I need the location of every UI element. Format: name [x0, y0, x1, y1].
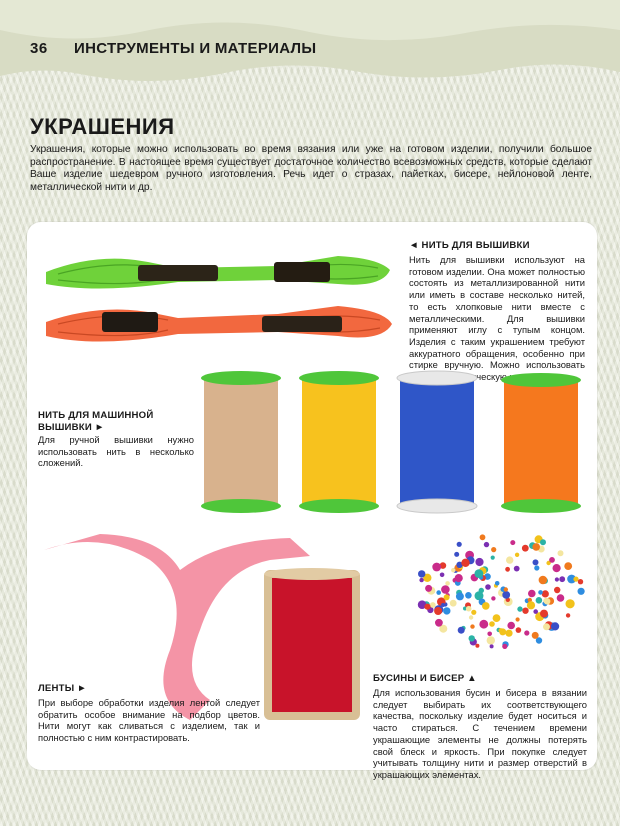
bead: [522, 608, 528, 614]
bead: [441, 603, 445, 607]
bead: [485, 584, 491, 590]
bead: [435, 619, 443, 627]
bead: [502, 591, 510, 599]
bead: [554, 587, 560, 593]
bead: [451, 568, 455, 572]
bead: [434, 607, 442, 615]
bead: [538, 590, 543, 595]
bead: [506, 556, 513, 563]
bead: [491, 596, 495, 600]
bead: [484, 542, 489, 547]
bead: [466, 606, 472, 612]
bead: [440, 573, 445, 578]
bead: [445, 581, 450, 586]
bead: [505, 567, 510, 572]
bead: [489, 621, 495, 627]
bead: [543, 598, 549, 604]
bead: [436, 590, 441, 595]
bead: [578, 579, 583, 584]
bead: [469, 635, 475, 641]
bead: [418, 570, 425, 577]
bead: [522, 545, 529, 552]
bead: [524, 630, 529, 635]
spool-yellow: [299, 371, 379, 513]
bead: [457, 542, 462, 547]
bead: [479, 620, 488, 629]
bead: [540, 539, 546, 545]
bead: [480, 534, 486, 540]
bead: [517, 606, 522, 611]
bead: [487, 632, 492, 637]
embroidery-skeins-image: [38, 248, 398, 358]
ribbons-title: ЛЕНТЫ ►: [38, 683, 87, 694]
spool-orange: [501, 373, 581, 513]
beads-title: БУСИНЫ И БИСЕР ▲: [373, 673, 477, 684]
bead: [424, 604, 430, 610]
bead: [534, 565, 539, 570]
bead: [475, 558, 483, 566]
bead: [533, 609, 538, 614]
intro-paragraph: Украшения, которые можно использовать во время вязания или уже на готовом изделии, получили большое распространение. В настоящее время существует достаточное количество всевозможных средств, которые сделают Ваше изделие шедевром ручного изготовления. Речь идет о стразах, пайетках, бисере, нейлоновой ленте, металлической нити и др.: [30, 144, 592, 193]
bead: [533, 559, 539, 565]
bead: [471, 610, 476, 615]
bead: [528, 590, 536, 598]
bead: [578, 588, 585, 595]
bead: [491, 547, 496, 552]
bead: [454, 552, 459, 557]
machine-thread-text: Для ручной вышивки нужно использовать нить в несколько сложений.: [38, 434, 194, 469]
bead: [532, 543, 540, 551]
bead: [441, 585, 450, 594]
bead: [566, 613, 570, 617]
section-header: ИНСТРУМЕНТЫ И МАТЕРИАЛЫ: [74, 40, 317, 57]
bead: [444, 594, 450, 600]
machine-thread-title: НИТЬ ДЛЯ МАШИННОЙ ВЫШИВКИ ►: [38, 410, 154, 433]
bead: [482, 602, 490, 610]
bead: [432, 563, 441, 572]
bead: [549, 557, 555, 563]
bead: [443, 607, 450, 614]
bead: [553, 564, 561, 572]
bead: [566, 599, 575, 608]
bead: [475, 569, 484, 578]
bead: [558, 550, 564, 556]
bead: [543, 623, 550, 630]
bead: [458, 627, 465, 634]
bead: [461, 559, 469, 567]
bead: [487, 636, 495, 644]
bead: [532, 632, 539, 639]
bead: [495, 581, 500, 586]
bead: [564, 562, 572, 570]
bead: [505, 630, 512, 637]
beads-image: [408, 528, 588, 658]
ribbons-text: При выборе обработки изделия лентой следует обратить особое внимание на подбор цветов. Нити могут как сливаться с изделием, так и полностью с ним контрастировать.: [38, 697, 260, 744]
bead: [555, 577, 559, 581]
bead: [502, 644, 507, 649]
bead: [507, 622, 515, 630]
bead: [557, 594, 565, 602]
bead: [465, 592, 472, 599]
bead: [536, 597, 543, 604]
bead: [430, 602, 436, 608]
bead: [499, 628, 503, 632]
bead: [475, 644, 479, 648]
spool-beige: [201, 371, 281, 513]
bead: [573, 577, 578, 582]
bead: [491, 556, 495, 560]
thread-spools-image: [198, 370, 588, 520]
bead: [504, 587, 508, 591]
bead: [551, 622, 559, 630]
embroidery-thread-text: Нить для вышивки используют на готовом изделии. Она может полностью состоять из металлизированной нити или иметь в составе несколько нитей, то есть хлопковые нити вместе с металлическими. Для вышивки применяют иглу с тупым концом. Изделия с таким украшением требуют аккуратного обращения, особенно при стирке вручную. Можно использовать химическую: [409, 254, 585, 383]
bead: [493, 614, 501, 622]
bead: [510, 540, 515, 545]
bead: [490, 644, 494, 648]
bead: [456, 592, 464, 600]
page-number: 36: [30, 40, 48, 57]
bead: [559, 576, 565, 582]
bead: [527, 601, 535, 609]
bead: [450, 600, 457, 607]
spool-blue: [397, 371, 477, 513]
bead: [469, 615, 473, 619]
bead: [542, 590, 549, 597]
bead: [470, 624, 474, 628]
bead: [455, 574, 463, 582]
page-title: УКРАШЕНИЯ: [30, 114, 175, 139]
bead: [539, 576, 548, 585]
bead: [425, 585, 432, 592]
embroidery-thread-title: ◄ НИТЬ ДЛЯ ВЫШИВКИ: [409, 240, 530, 251]
bead: [516, 617, 520, 621]
green-skein: [46, 256, 390, 289]
bead: [419, 578, 423, 582]
bead: [515, 553, 519, 557]
bead: [514, 566, 520, 572]
bead: [516, 627, 522, 633]
beads-text: Для использования бусин и бисера в вязании следует выбирать их соответствующего качества, поскольку изделие будет носиться и часто стираться. С течением времени украшающие элементы не должны потерять свой блеск и яркость. При покупке следует учитывать толщину нити и размер отверстий в украшающих элементах.: [373, 687, 587, 780]
bead: [540, 610, 548, 618]
orange-skein: [46, 306, 392, 342]
